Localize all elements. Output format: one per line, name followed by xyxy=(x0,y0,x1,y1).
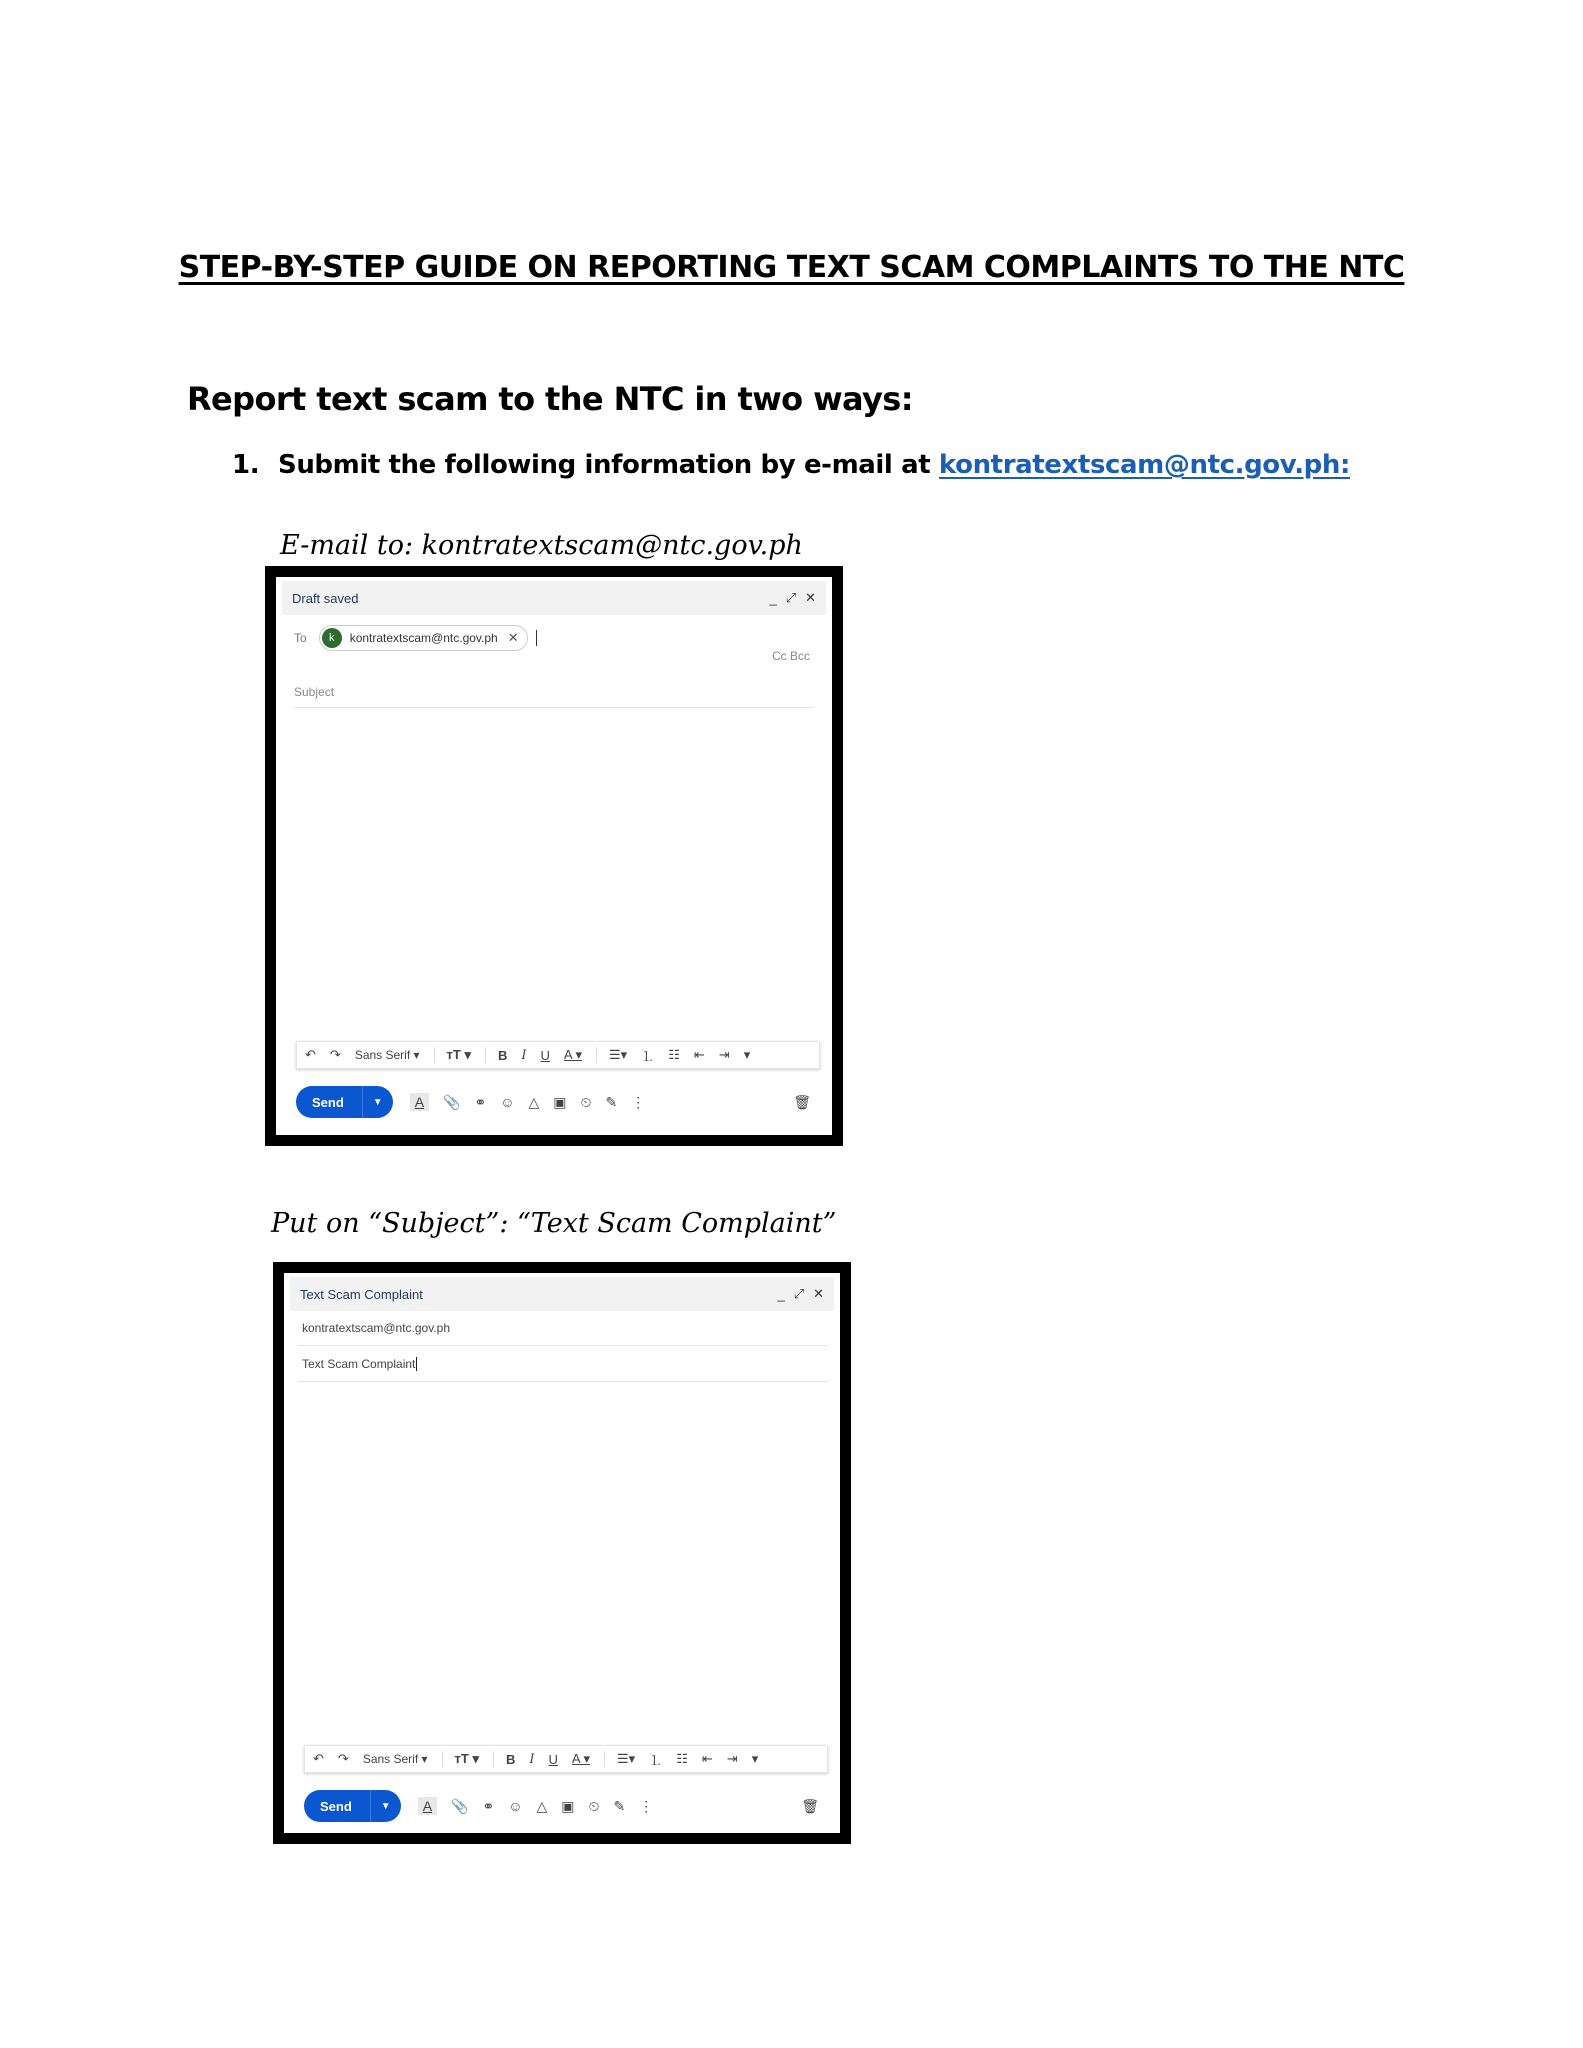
numbered-list-icon[interactable]: ⒈ xyxy=(649,1752,663,1768)
align-icon[interactable]: ☰▾ xyxy=(617,1751,636,1766)
photo-icon[interactable]: ▣ xyxy=(553,1093,567,1110)
minimize-icon[interactable]: _ xyxy=(769,590,777,606)
bold-button[interactable]: B xyxy=(497,1047,508,1063)
subject-input[interactable] xyxy=(298,1347,828,1382)
font-select[interactable]: Sans Serif ▾ xyxy=(362,1752,428,1766)
text-cursor xyxy=(536,630,537,646)
text-cursor xyxy=(416,1357,417,1371)
divider xyxy=(434,1047,435,1063)
bulleted-list-icon[interactable]: ☷ xyxy=(668,1047,680,1062)
step-number: 1. xyxy=(232,450,260,480)
drive-icon[interactable]: △ xyxy=(528,1093,540,1110)
more-formatting-icon[interactable]: ▾ xyxy=(751,1751,759,1766)
schedule-send-dropdown-icon[interactable]: ▼ xyxy=(370,1790,401,1822)
indent-less-icon[interactable]: ⇤ xyxy=(693,1047,705,1062)
compose-actions xyxy=(296,1085,818,1119)
bold-button[interactable]: B xyxy=(505,1751,516,1767)
redo-icon[interactable]: ↷ xyxy=(337,1751,349,1766)
font-select[interactable]: Sans Serif ▾ xyxy=(354,1048,420,1062)
formatting-options-icon[interactable]: A xyxy=(418,1797,437,1815)
indent-less-icon[interactable]: ⇤ xyxy=(701,1751,713,1766)
indent-more-icon[interactable]: ⇥ xyxy=(718,1047,730,1062)
recipient-chip[interactable] xyxy=(319,625,528,651)
to-field[interactable] xyxy=(294,621,814,655)
step-1 xyxy=(232,450,1350,480)
text-size-icon[interactable]: тT ▾ xyxy=(446,1047,471,1062)
recipient-email: kontratextscam@ntc.gov.ph xyxy=(302,1321,451,1335)
email-link[interactable]: kontratextscam@ntc.gov.ph: xyxy=(938,450,1350,480)
signature-icon[interactable]: ✎ xyxy=(613,1797,626,1814)
subject-value: Text Scam Complaint xyxy=(302,1357,416,1371)
more-formatting-icon[interactable]: ▾ xyxy=(743,1047,751,1062)
link-icon[interactable]: ⚭ xyxy=(482,1797,495,1814)
recipient-email: kontratextscam@ntc.gov.ph xyxy=(349,631,498,645)
discard-draft-icon[interactable]: 🗑 xyxy=(793,1093,811,1110)
discard-draft-icon[interactable]: 🗑 xyxy=(801,1797,819,1814)
remove-recipient-icon[interactable]: ✕ xyxy=(507,630,519,645)
expand-icon[interactable]: ⤢ xyxy=(793,1286,805,1301)
divider xyxy=(442,1751,443,1767)
schedule-send-dropdown-icon[interactable]: ▼ xyxy=(362,1086,393,1118)
compose-header xyxy=(282,581,826,615)
indent-more-icon[interactable]: ⇥ xyxy=(726,1751,738,1766)
text-color-button[interactable]: A ▾ xyxy=(563,1047,583,1062)
drive-icon[interactable]: △ xyxy=(536,1797,548,1814)
divider xyxy=(604,1751,605,1767)
divider xyxy=(493,1751,494,1767)
more-options-icon[interactable]: ⋮ xyxy=(631,1093,646,1110)
undo-icon[interactable]: ↶ xyxy=(305,1047,316,1062)
to-field[interactable] xyxy=(298,1311,828,1346)
text-size-icon[interactable]: тT ▾ xyxy=(454,1751,479,1766)
minimize-icon[interactable]: _ xyxy=(777,1286,785,1302)
expand-icon[interactable]: ⤢ xyxy=(785,590,797,605)
compose-header xyxy=(290,1277,834,1311)
bulleted-list-icon[interactable]: ☷ xyxy=(676,1751,688,1766)
cc-bcc-link[interactable]: Cc Bcc xyxy=(771,649,810,663)
align-icon[interactable]: ☰▾ xyxy=(609,1047,628,1062)
caption-email-to: E-mail to: kontratextscam@ntc.gov.ph xyxy=(280,530,803,561)
attach-icon[interactable]: 📎 xyxy=(451,1797,469,1814)
underline-button[interactable]: U xyxy=(548,1751,558,1767)
send-button[interactable]: Send ▼ xyxy=(296,1086,393,1118)
compose-header-title: Draft saved xyxy=(292,590,359,606)
subject-input[interactable]: Subject xyxy=(294,677,814,708)
underline-button[interactable]: U xyxy=(540,1047,550,1063)
to-label: To xyxy=(294,631,307,645)
compose-actions xyxy=(304,1789,826,1823)
divider xyxy=(596,1047,597,1063)
photo-icon[interactable]: ▣ xyxy=(561,1797,575,1814)
numbered-list-icon[interactable]: ⒈ xyxy=(641,1048,655,1064)
send-button[interactable]: Send ▼ xyxy=(304,1790,401,1822)
compose-header-title: Text Scam Complaint xyxy=(300,1286,423,1302)
step-text: Submit the following information by e-mail at xyxy=(278,450,939,480)
section-heading: Report text scam to the NTC in two ways: xyxy=(187,380,913,418)
attach-icon[interactable]: 📎 xyxy=(443,1093,461,1110)
text-color-button[interactable]: A ▾ xyxy=(571,1751,591,1766)
emoji-icon[interactable]: ☺ xyxy=(508,1798,523,1814)
more-options-icon[interactable]: ⋮ xyxy=(639,1797,654,1814)
signature-icon[interactable]: ✎ xyxy=(605,1093,618,1110)
italic-button[interactable]: I xyxy=(529,1751,535,1767)
avatar: k xyxy=(322,628,342,648)
close-icon[interactable]: ✕ xyxy=(813,1286,824,1301)
confidential-icon[interactable]: ⏲ xyxy=(588,1797,600,1814)
caption-subject: Put on “Subject”: “Text Scam Complaint” xyxy=(271,1208,837,1239)
compose-screenshot-1 xyxy=(265,566,843,1146)
compose-screenshot-2 xyxy=(273,1262,851,1844)
confidential-icon[interactable]: ⏲ xyxy=(580,1093,592,1110)
formatting-toolbar xyxy=(296,1041,820,1069)
formatting-toolbar xyxy=(304,1745,828,1773)
italic-button[interactable]: I xyxy=(521,1047,527,1063)
page-title: STEP-BY-STEP GUIDE ON REPORTING TEXT SCAM COMPLAINTS TO THE NTC xyxy=(178,250,1405,285)
undo-icon[interactable]: ↶ xyxy=(313,1751,324,1766)
close-icon[interactable]: ✕ xyxy=(805,590,816,605)
emoji-icon[interactable]: ☺ xyxy=(500,1094,515,1110)
redo-icon[interactable]: ↷ xyxy=(329,1047,341,1062)
link-icon[interactable]: ⚭ xyxy=(474,1093,487,1110)
divider xyxy=(485,1047,486,1063)
formatting-options-icon[interactable]: A xyxy=(410,1093,429,1111)
